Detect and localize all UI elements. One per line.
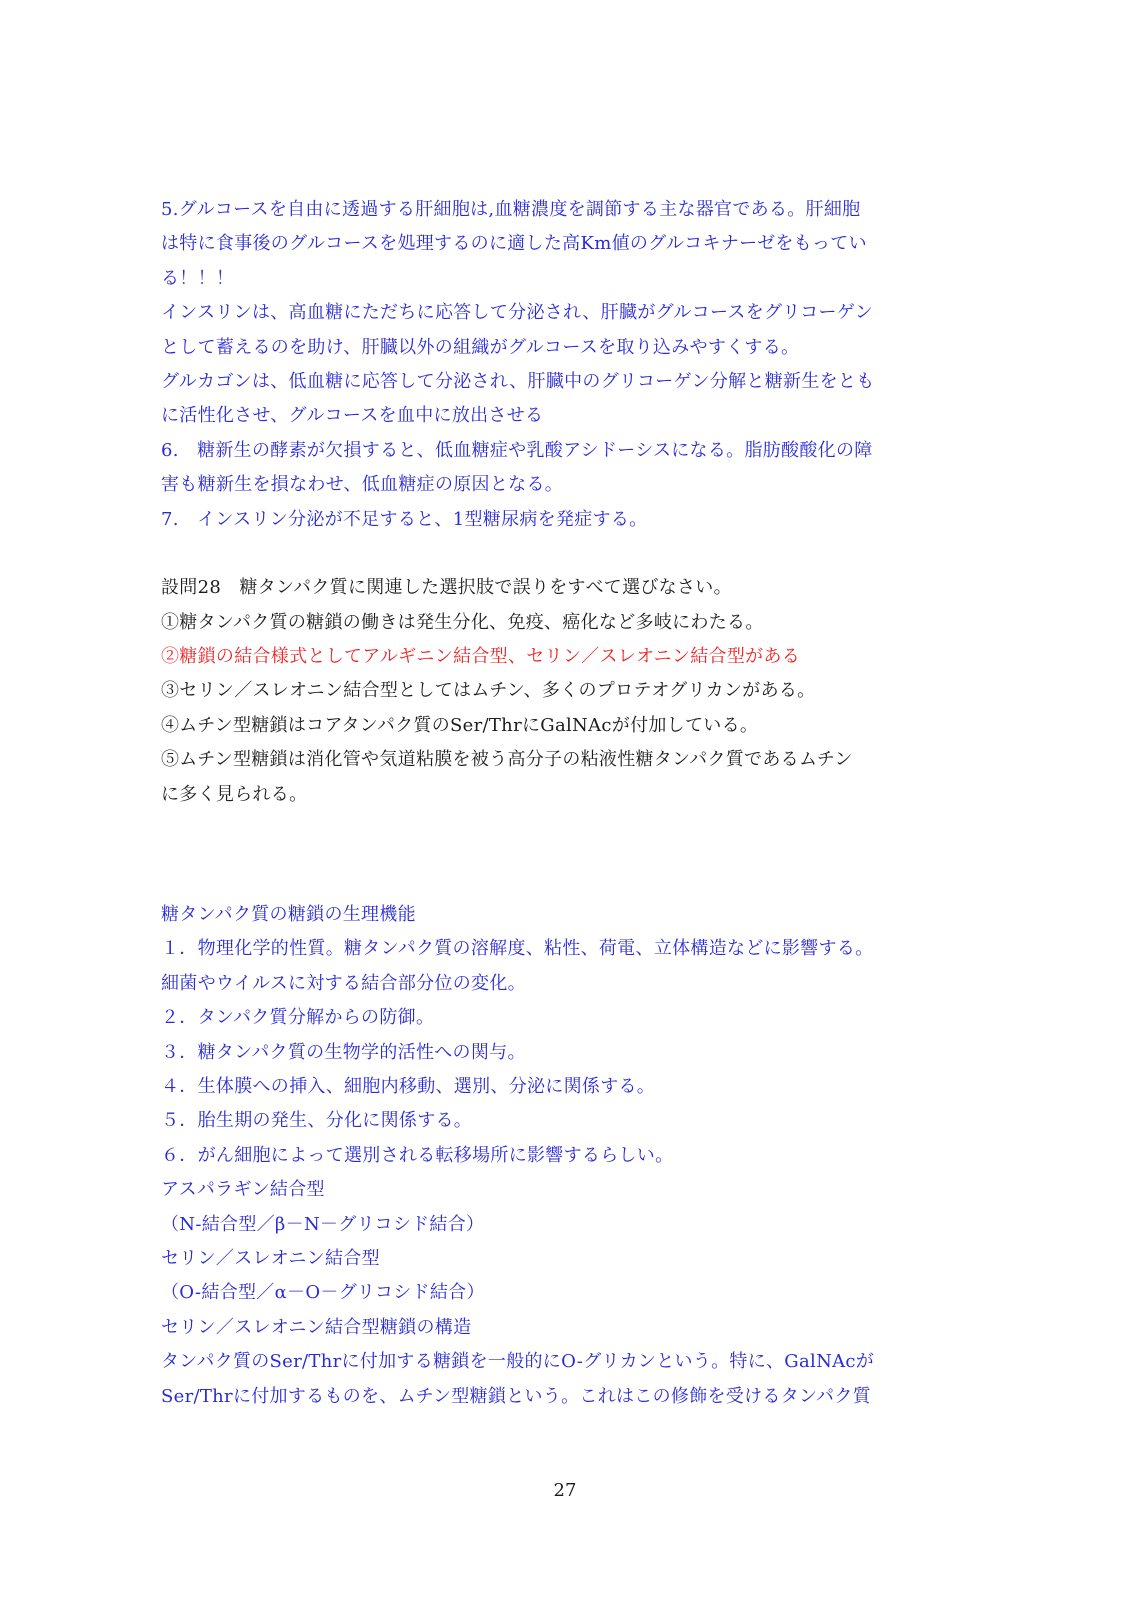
text-line: ５．胎生期の発生、分化に関係する。 bbox=[161, 1110, 473, 1132]
text-line: グルカゴンは、低血糖に応答して分泌され、肝臓中のグリコーゲン分解と糖新生をとも bbox=[161, 370, 875, 392]
glycan-function-notes bbox=[161, 898, 961, 1414]
option-2-highlighted: ②糖鎖の結合様式としてアルギニン結合型、セリン／スレオニン結合型がある bbox=[161, 646, 801, 668]
question-prompt: 設問28 糖タンパク質に関連した選択肢で誤りをすべて選びなさい。 bbox=[161, 577, 732, 599]
text-line: は特に食事後のグルコースを処理するのに適した高Km値のグルコキナーゼをもってい bbox=[161, 233, 867, 255]
option-3: ③セリン／スレオニン結合型としてはムチン、多くのプロテオグリカンがある。 bbox=[161, 680, 816, 702]
text-line: ６．がん細胞によって選別される転移場所に影響するらしい。 bbox=[161, 1144, 674, 1166]
text-line: として蓄えるのを助け、肝臓以外の組織がグルコースを取り込みやすくする。 bbox=[161, 336, 800, 358]
text-line: セリン／スレオニン結合型糖鎖の構造 bbox=[161, 1316, 472, 1338]
option-1: ①糖タンパク質の糖鎖の働きは発生分化、免疫、癌化など多岐にわたる。 bbox=[161, 611, 764, 633]
text-line: セリン／スレオニン結合型 bbox=[161, 1247, 380, 1269]
question-28 bbox=[161, 571, 961, 812]
text-line: Ser/Thrに付加するものを、ムチン型糖鎖という。これはこの修飾を受けるタンパク質 bbox=[161, 1385, 871, 1407]
spacer bbox=[161, 812, 961, 898]
text-line: （N-結合型／β－N－グリコシド結合） bbox=[161, 1213, 485, 1235]
text-line: インスリンは、高血糖にただちに応答して分泌され、肝臓がグルコースをグリコーゲン bbox=[161, 302, 874, 324]
text-line: に活性化させ、グルコースを血中に放出させる bbox=[161, 405, 544, 427]
text-line: 害も糖新生を損なわせ、低血糖症の原因となる。 bbox=[161, 474, 564, 496]
text-line: ４．生体膜への挿入、細胞内移動、選別、分泌に関係する。 bbox=[161, 1075, 656, 1097]
section-heading: 糖タンパク質の糖鎖の生理機能 bbox=[161, 904, 416, 926]
text-line: 7. インスリン分泌が不足すると、1型糖尿病を発症する。 bbox=[161, 508, 648, 530]
page-number: 27 bbox=[553, 1480, 577, 1501]
text-line: 6. 糖新生の酵素が欠損すると、低血糖症や乳酸アシドーシスになる。脂肪酸酸化の障 bbox=[161, 439, 873, 461]
spacer bbox=[161, 537, 961, 571]
page-content bbox=[161, 193, 961, 1414]
text-line: 細菌やウイルスに対する結合部分位の変化。 bbox=[161, 972, 526, 994]
text-line: 5.グルコースを自由に透過する肝細胞は,血糖濃度を調節する主な器官である。肝細胞 bbox=[161, 199, 861, 220]
option-5: ⑤ムチン型糖鎖は消化管や気道粘膜を被う高分子の粘液性糖タンパク質であるムチン bbox=[161, 749, 853, 771]
option-4: ④ムチン型糖鎖はコアタンパク質のSer/ThrにGalNAcが付加している。 bbox=[161, 714, 759, 736]
text-line: タンパク質のSer/Thrに付加する糖鎖を一般的にO-グリカンという。特に、GalNAcが bbox=[161, 1351, 875, 1373]
text-line: る！！！ bbox=[161, 267, 235, 289]
text-line: ３．糖タンパク質の生物学的活性への関与。 bbox=[161, 1041, 526, 1063]
option-5-continued: に多く見られる。 bbox=[161, 783, 308, 805]
text-line: （O-結合型／α－O－グリコシド結合） bbox=[161, 1282, 485, 1304]
gluconeogenesis-notes bbox=[161, 193, 961, 537]
text-line: アスパラギン結合型 bbox=[161, 1179, 325, 1201]
text-line: ２．タンパク質分解からの防御。 bbox=[161, 1007, 435, 1029]
text-line: １．物理化学的性質。糖タンパク質の溶解度、粘性、荷電、立体構造などに影響する。 bbox=[161, 938, 874, 960]
